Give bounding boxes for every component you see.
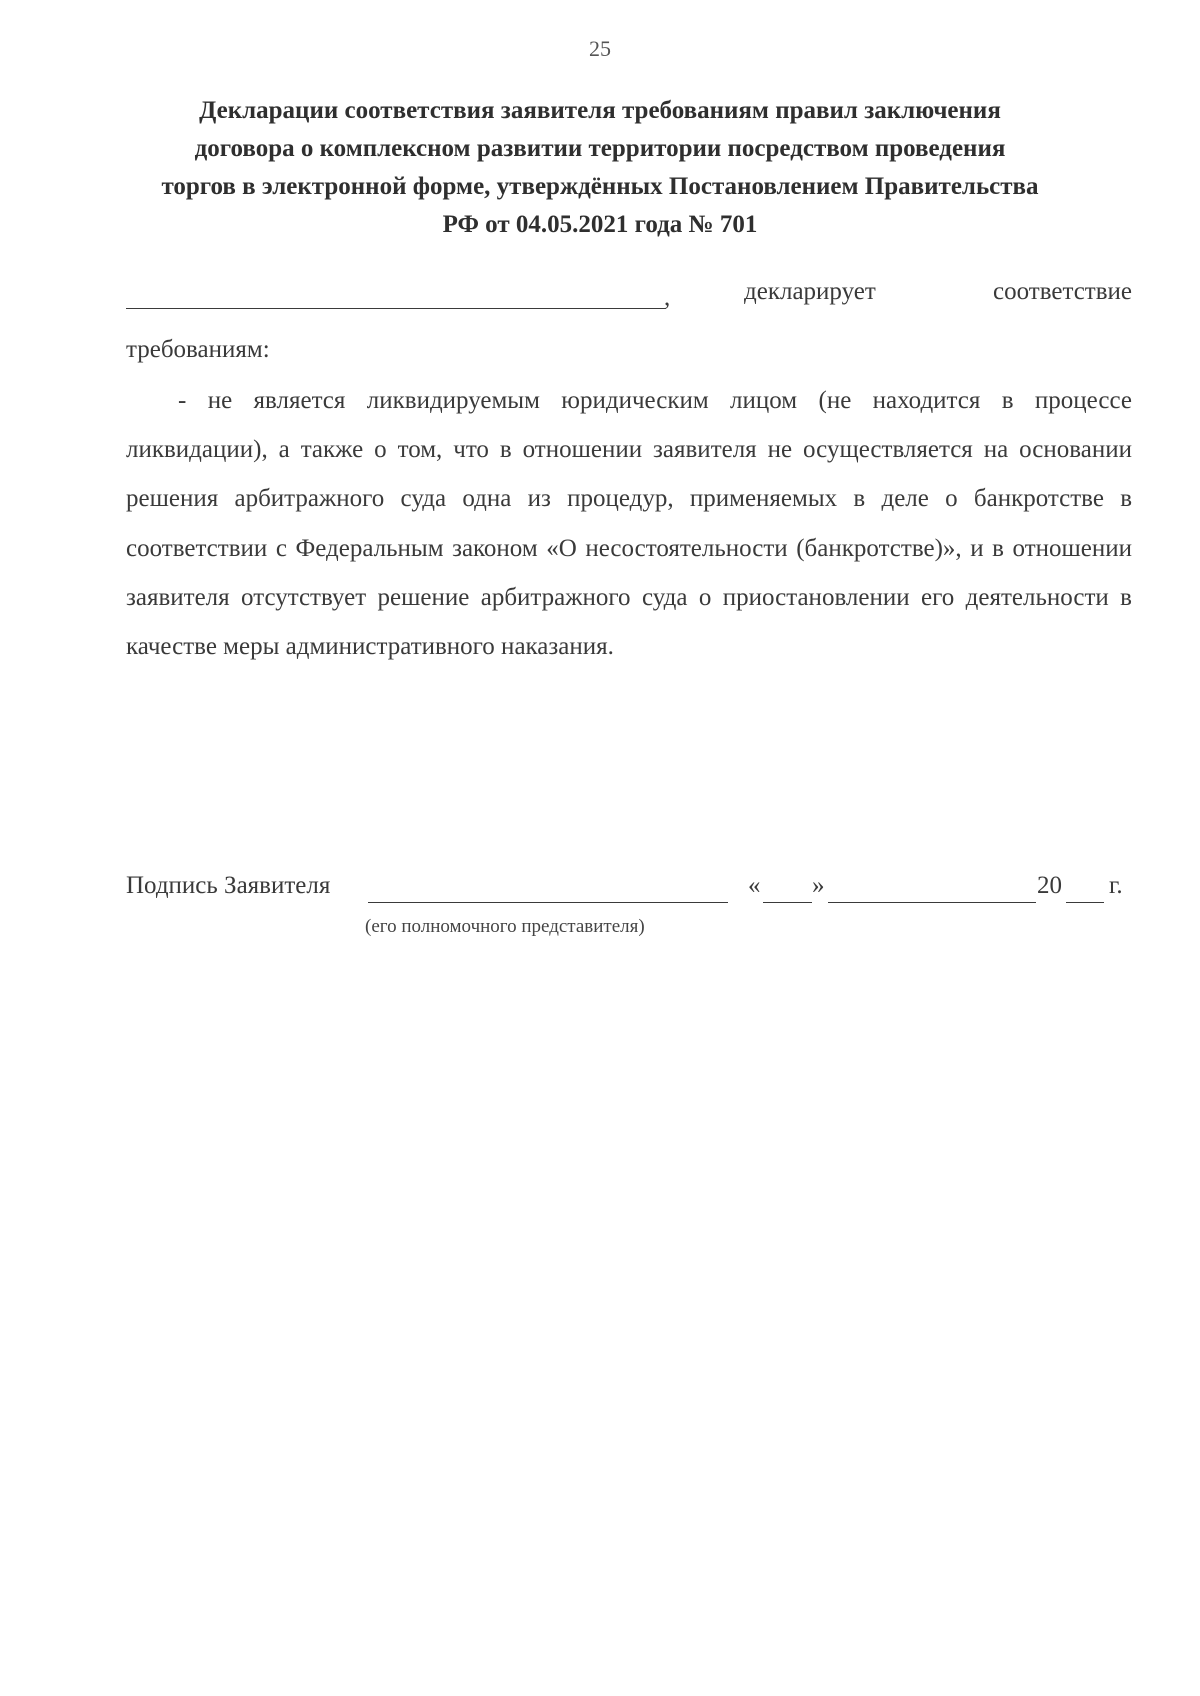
quote-open: «	[748, 872, 761, 899]
intro-comma: ,	[664, 284, 671, 311]
document-title	[120, 92, 1080, 244]
requirements-label: требованиям:	[126, 336, 270, 363]
signature-blank[interactable]	[368, 902, 728, 903]
year-suffix: г.	[1109, 872, 1123, 899]
year-blank[interactable]	[1066, 902, 1104, 903]
title-line: договора о комплексном развитии территории посредством проведения	[194, 135, 1006, 162]
signature-row	[126, 872, 1132, 912]
title-line: РФ от 04.05.2021 года № 701	[442, 211, 758, 238]
quote-close: »	[812, 872, 825, 899]
day-blank[interactable]	[763, 902, 812, 903]
month-blank[interactable]	[828, 902, 1036, 903]
signature-label: Подпись Заявителя	[126, 872, 331, 899]
compliance-word: соответствие	[993, 278, 1132, 305]
page-number: 25	[589, 36, 611, 61]
declaration-intro	[126, 278, 1132, 314]
declaration-paragraph: - не является ликвидируемым юридическим лицом (не находится в процессе ликвидации), а также о том, что в отношении заявителя не осуществляется на основании решения арбитражного суда одна из процедур, применяемых в деле о банкротстве в соответствии с Федеральным законом «О несостоятельности (банкротстве)», и в отношении заявителя отсутствует решение арбитражного суда о приостановлении его деятельности в качестве меры административного наказания.	[126, 387, 1132, 661]
year-prefix: 20	[1037, 872, 1062, 899]
signature-caption: (его полномочного представителя)	[365, 916, 645, 937]
declares-phrase	[744, 278, 1132, 306]
applicant-name-blank[interactable]	[126, 308, 666, 309]
declares-word: декларирует	[744, 278, 876, 305]
title-line: Декларации соответствия заявителя требованиям правил заключения	[199, 97, 1001, 124]
title-line: торгов в электронной форме, утверждённых Постановлением Правительства	[161, 173, 1039, 200]
